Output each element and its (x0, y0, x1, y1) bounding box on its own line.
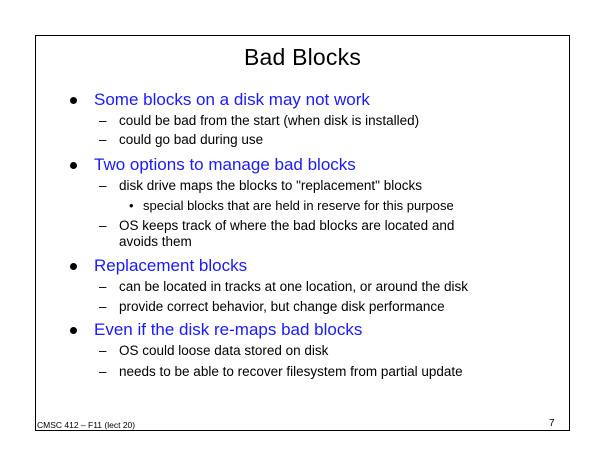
sub-bullet-text: disk drive maps the blocks to "replacement" blocks (119, 178, 422, 193)
bullet-1-text: Some blocks on a disk may not work (94, 90, 370, 109)
bullet-2-text: Two options to manage bad blocks (94, 155, 356, 174)
bullet-dot-icon (70, 97, 77, 104)
dash-icon: – (99, 113, 107, 128)
small-bullet-icon: • (129, 198, 134, 213)
dash-icon: – (99, 178, 107, 193)
bullet-dot-icon (70, 162, 77, 169)
sub-bullet-text: needs to be able to recover filesystem from partial update (119, 364, 463, 379)
bullet-dot-icon (70, 327, 77, 334)
sub-bullet-text: avoids them (119, 234, 192, 249)
dash-icon: – (99, 218, 107, 233)
sub-bullet-text: can be located in tracks at one location, or around the disk (119, 279, 468, 294)
dash-icon: – (99, 279, 107, 294)
dash-icon: – (99, 343, 107, 358)
bullet-4-text: Even if the disk re-maps bad blocks (94, 320, 363, 339)
slide-title: Bad Blocks (243, 44, 362, 70)
sub-bullet-text: could go bad during use (119, 132, 264, 147)
bullet-3-text: Replacement blocks (94, 256, 248, 275)
sub-bullet-text: OS keeps track of where the bad blocks are located and (119, 218, 455, 233)
dash-icon: – (99, 364, 107, 379)
bullet-dot-icon (70, 263, 77, 270)
footer-course-label: CMSC 412 – F11 (lect 20) (37, 420, 136, 430)
page-number: 7 (549, 418, 555, 429)
sub-bullet-text: OS could loose data stored on disk (119, 343, 329, 358)
dash-icon: – (99, 299, 107, 314)
dash-icon: – (99, 132, 107, 147)
sub-bullet-text: could be bad from the start (when disk is installed) (119, 113, 420, 128)
sub-bullet-text: provide correct behavior, but change disk performance (119, 299, 445, 314)
sub-sub-bullet-text: special blocks that are held in reserve for this purpose (143, 198, 454, 213)
